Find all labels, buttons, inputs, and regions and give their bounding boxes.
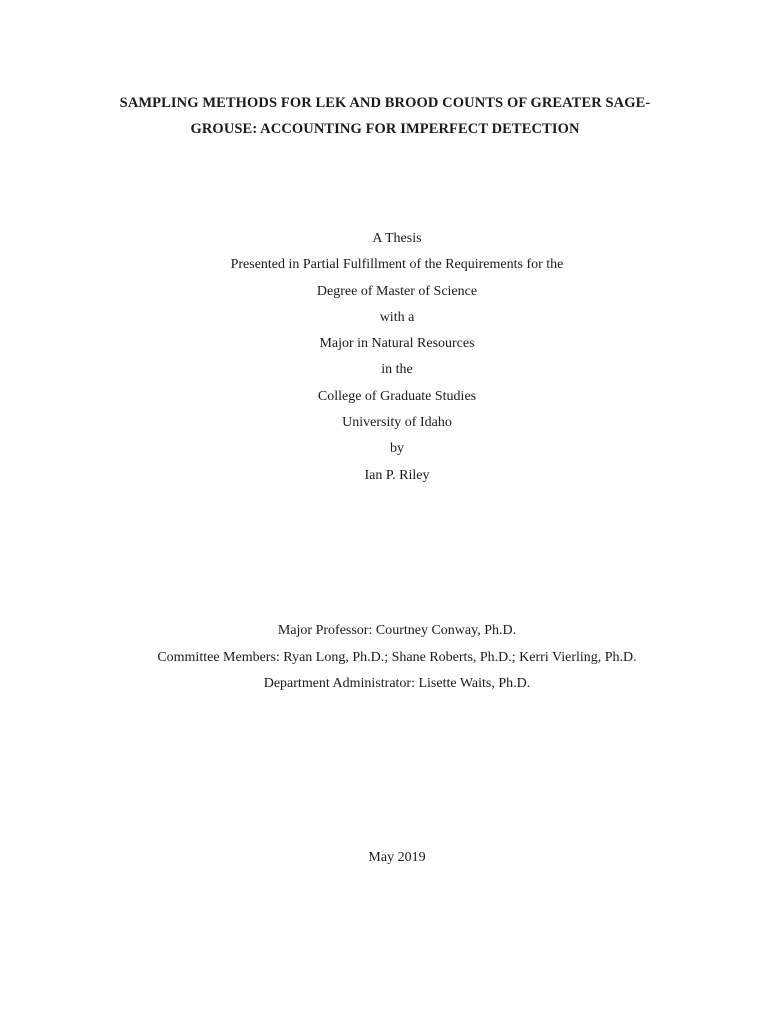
committee-members: Committee Members: Ryan Long, Ph.D.; Shane Roberts, Ph.D.; Kerri Vierling, Ph.D. (157, 649, 637, 665)
major-name: Major in Natural Resources (319, 336, 475, 352)
fulfillment-statement: Presented in Partial Fulfillment of the Requirements for the (230, 257, 564, 273)
submission-date: May 2019 (368, 850, 426, 865)
submission-date-block (0, 845, 770, 871)
author-name: Ian P. Riley (364, 467, 430, 483)
degree-name: Degree of Master of Science (316, 283, 478, 299)
thesis-statement (0, 226, 770, 489)
college-name: College of Graduate Studies (317, 388, 477, 404)
thesis-title-line-2: GROUSE: ACCOUNTING FOR IMPERFECT DETECTION (190, 121, 580, 137)
thesis-label: A Thesis (372, 231, 422, 246)
by-text: by (390, 441, 404, 457)
committee-list (0, 618, 770, 698)
with-a-text: with a (379, 309, 415, 325)
major-professor: Major Professor: Courtney Conway, Ph.D. (277, 623, 517, 638)
thesis-title (0, 90, 770, 142)
department-administrator: Department Administrator: Lisette Waits, Ph.D. (263, 676, 531, 691)
thesis-title-line-1: SAMPLING METHODS FOR LEK AND BROOD COUNTS OF GREATER SAGE- (119, 95, 651, 111)
in-the-text: in the (381, 362, 413, 378)
university-name: University of Idaho (342, 415, 452, 431)
